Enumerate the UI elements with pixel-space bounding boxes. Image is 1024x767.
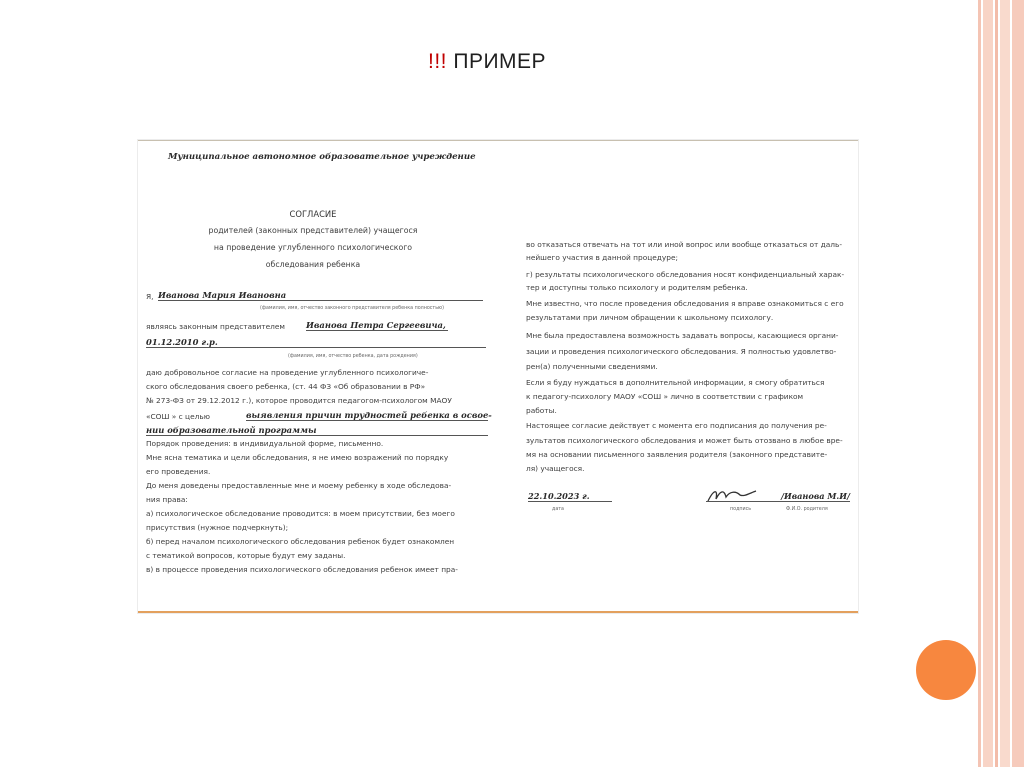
ya-label: Я, <box>146 292 154 301</box>
title-text: ПРИМЕР <box>453 50 547 73</box>
doc-heading: СОГЛАСИЕ <box>289 209 337 219</box>
body-line: его проведения. <box>146 467 211 476</box>
decor-stripe <box>978 0 981 767</box>
child-name: Иванова Петра Сергеевича, <box>306 320 448 331</box>
decor-stripe <box>1000 0 1010 767</box>
body-line: во отказаться отвечать на тот или иной вопрос или вообще отказаться от даль- <box>526 240 843 249</box>
body-line: Порядок проведения: в индивидуальной форме, письменно. <box>146 439 384 448</box>
parent-name: Иванова Мария Ивановна <box>158 290 483 301</box>
body-line: «СОШ » с целью <box>146 412 210 421</box>
label-date: дата <box>552 507 564 512</box>
label-signature: подпись <box>730 507 752 512</box>
body-line: Настоящее согласие действует с момента его подписания до получения ре- <box>526 421 827 430</box>
parent-name-note: (фамилия, имя, отчество законного представителя ребенка полностью) <box>260 306 444 311</box>
body-line: результатами при личном обращении к школьному психологу. <box>526 313 774 322</box>
consent-document <box>138 140 858 613</box>
child-name-note: (фамилия, имя, отчество ребенка, дата рождения) <box>288 354 418 359</box>
body-line: Мне была предоставлена возможность задавать вопросы, касающиеся органи- <box>526 331 839 340</box>
sign-name: /Иванова М.И/ <box>706 491 850 502</box>
body-line: даю добровольное согласие на проведение углубленного психологиче- <box>146 368 429 377</box>
doc-subtitle-1: родителей (законных представителей) учащегося <box>208 226 418 235</box>
body-line: нейшего участия в данной процедуре; <box>526 253 678 262</box>
body-line: б) перед началом психологического обследования ребенок будет ознакомлен <box>146 537 455 546</box>
body-line: рен(а) полученными сведениями. <box>526 362 658 371</box>
body-line: мя на основании письменного заявления родителя (законного представите- <box>526 450 828 459</box>
body-line: Мне известно, что после проведения обследования я вправе ознакомиться с его <box>526 299 844 308</box>
body-line: присутствия (нужное подчеркнуть); <box>146 523 289 532</box>
body-line: работы. <box>526 406 557 415</box>
body-line: г) результаты психологического обследования носят конфиденциальный харак- <box>526 270 845 279</box>
body-line: с тематикой вопросов, которые будут ему заданы. <box>146 551 346 560</box>
slide-title <box>428 50 546 74</box>
body-line: тер и доступны только психологу и родителям ребенка. <box>526 283 748 292</box>
body-line: в) в процессе проведения психологического обследования ребенок имеет пра- <box>146 565 458 574</box>
doc-subtitle-3: обследования ребенка <box>265 260 361 269</box>
org-name: Муниципальное автономное образовательное учреждение <box>168 152 476 162</box>
body-line: ля) учащегося. <box>526 464 585 473</box>
body-line: зультатов психологического обследования и может быть отозвано в любое вре- <box>526 436 843 445</box>
body-line: Если я буду нуждаться в дополнительной информации, я смогу обратиться <box>526 378 825 387</box>
body-line: До меня доведены предоставленные мне и моему ребенку в ходе обследова- <box>146 481 452 490</box>
representative-label: являясь законным представителем <box>146 322 285 331</box>
decor-stripe <box>995 0 998 767</box>
body-line: зации и проведения психологического обследования. Я полностью удовлетво- <box>526 347 837 356</box>
exam-goal-2: нии образовательной программы <box>146 425 488 436</box>
body-line: Мне ясна тематика и цели обследования, я не имею возражений по порядку <box>146 453 449 462</box>
child-birth-date: 01.12.2010 г.р. <box>146 337 486 348</box>
sign-date: 22.10.2023 г. <box>528 491 612 502</box>
doc-subtitle-2: на проведение углубленного психологического <box>213 243 413 252</box>
exam-goal-1: выявления причин трудностей ребенка в освое- <box>246 410 492 420</box>
decor-circle <box>916 640 976 700</box>
body-line: ния права: <box>146 495 188 504</box>
body-line: ского обследования своего ребенка, (ст. 44 ФЗ «Об образовании в РФ» <box>146 382 426 391</box>
body-line: № 273-ФЗ от 29.12.2012 г.), которое проводится педагогом-психологом МАОУ <box>146 396 452 405</box>
body-line: а) психологическое обследование проводится: в моем присутствии, без моего <box>146 509 455 518</box>
decor-stripe <box>1012 0 1024 767</box>
title-mark: !!! <box>428 50 448 73</box>
label-fio: Ф.И.О. родителя <box>786 507 828 512</box>
body-line: к педагогу-психологу МАОУ «СОШ » лично в соответствии с графиком <box>526 392 804 401</box>
decor-stripe <box>983 0 993 767</box>
